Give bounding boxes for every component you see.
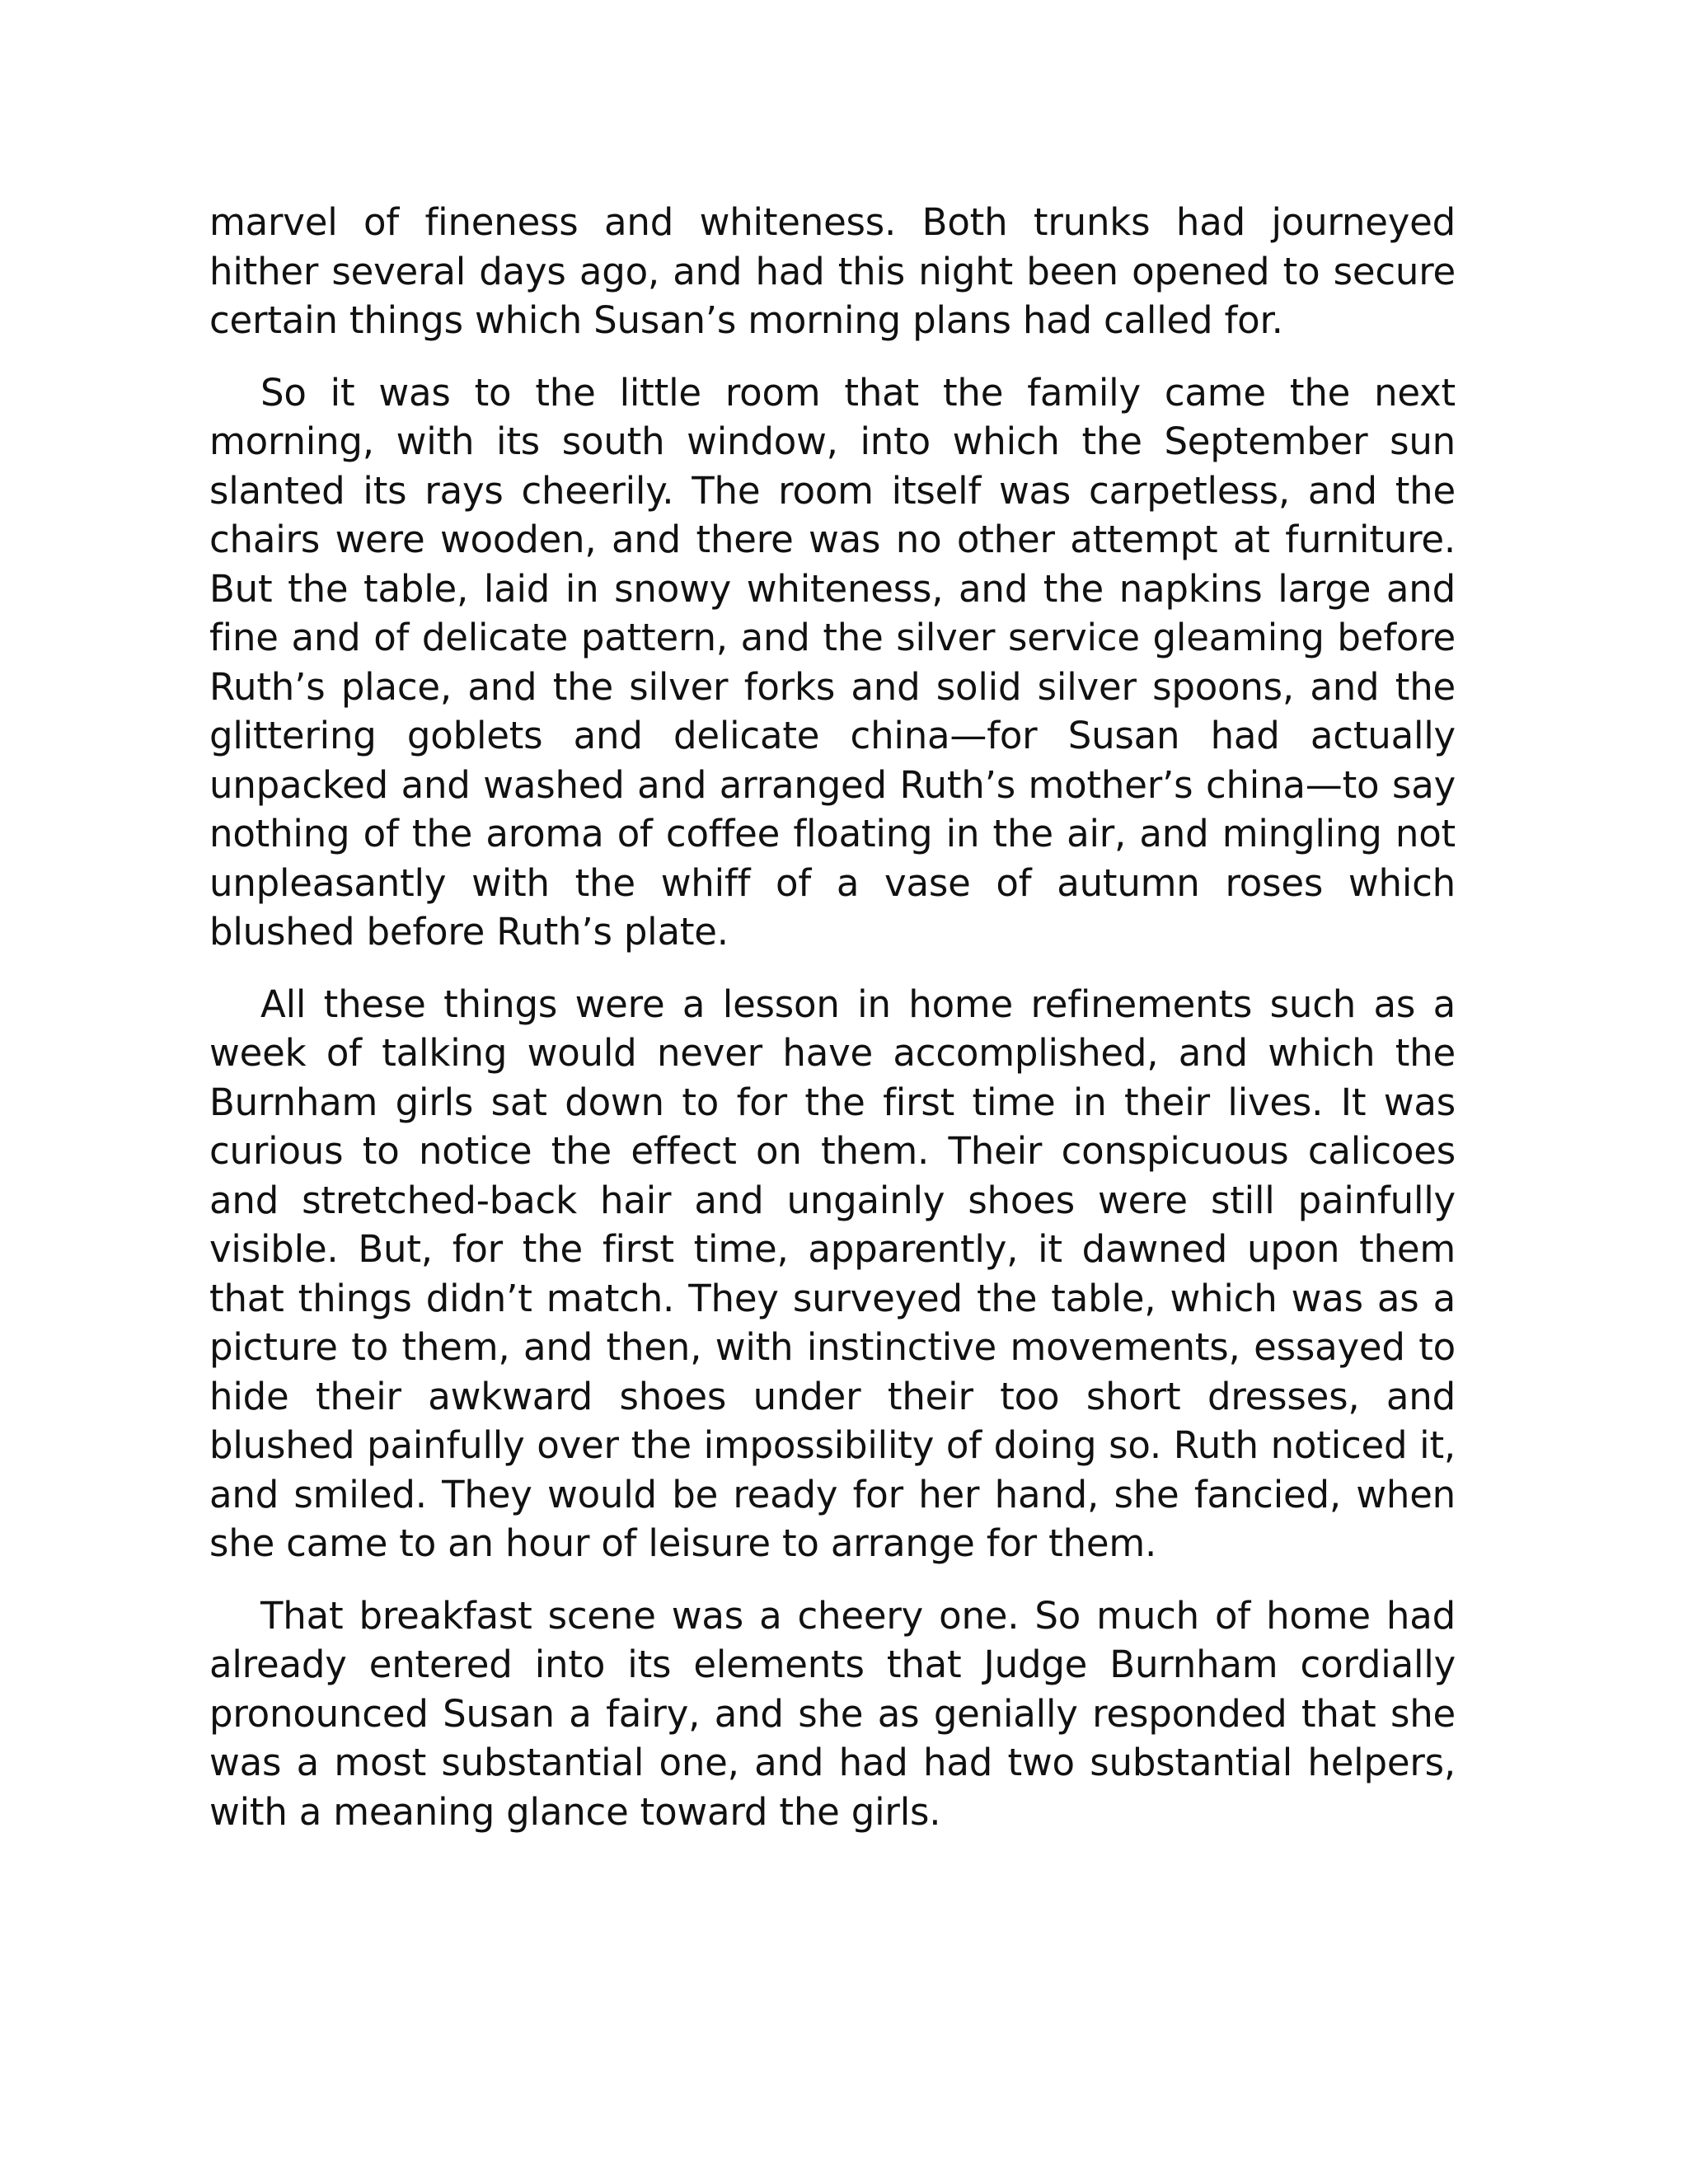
paragraph-continued: marvel of fineness and whiteness. Both trunks had journeyed hither several days ago, and had this night been opened to secure certain things which Susan’s morning plans had called for. [209,200,1456,342]
paragraph-home-refinements: All these things were a lesson in home refinements such as a week of talking would never have accomplished, and which the Burnham girls sat down to for the first time in their lives. It was curious to notice the effect on them. Their conspicuous calicoes and stretched-back hair and ungainly shoes were still painfully visible. But, for the first time, apparently, it dawned upon them that things didn’t match. They surveyed the table, which was as a picture to them, and then, with instinctive movements, essayed to hide their awkward shoes under their too short dresses, and blushed painfully over the impossibility of doing so. Ruth noticed it, and smiled. They would be ready for her hand, she fancied, when she came to an hour of leisure to arrange for them. [209,982,1456,1565]
book-page [209,198,1456,1859]
paragraph-breakfast-scene: That breakfast scene was a cheery one. So much of home had already entered into its elements that Judge Burnham cordially pronounced Susan a fairy, and she as genially responded that she was a most substantial one, and had had two substantial helpers, with a meaning glance toward the girls. [209,1593,1456,1834]
paragraph-little-room: So it was to the little room that the family came the next morning, with its south window, into which the September sun slanted its rays cheerily. The room itself was carpetless, and the chairs were wooden, and there was no other attempt at furniture. But the table, laid in snowy whiteness, and the napkins large and fine and of delicate pattern, and the silver service gleaming before Ruth’s place, and the silver forks and solid silver spoons, and the glittering goblets and delicate china—for Susan had actually unpacked and washed and arranged Ruth’s mother’s china—to say nothing of the aroma of coffee floating in the air, and mingling not unpleasantly with the whiff of a vase of autumn roses which blushed before Ruth’s plate. [209,370,1456,954]
